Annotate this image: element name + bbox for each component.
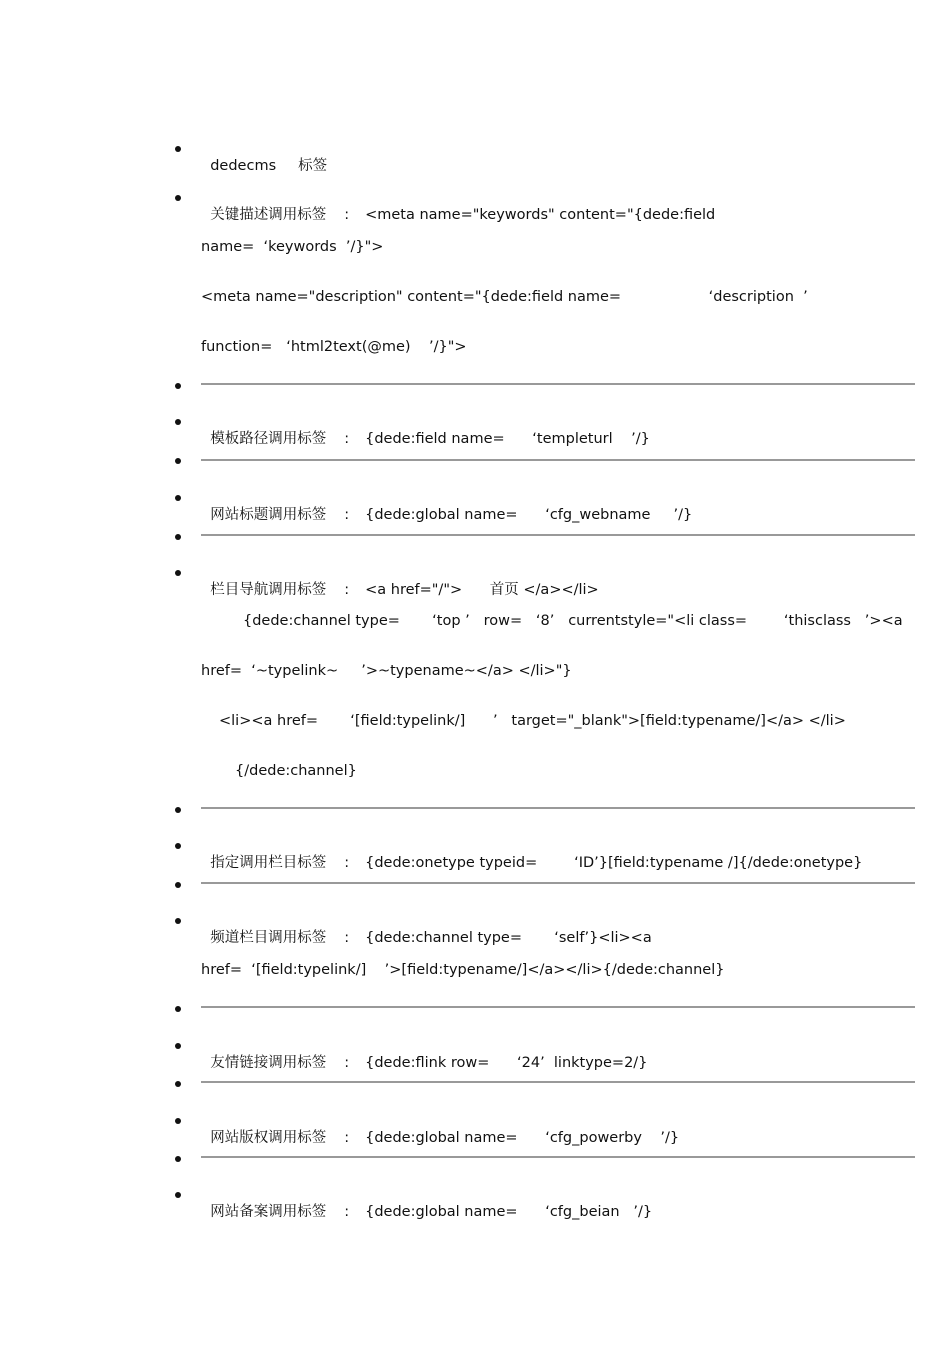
code-line: {dede:global name= ‘cfg_beian ’/} [365, 1204, 653, 1220]
list-item-nav [201, 563, 599, 599]
bullet [175, 1156, 181, 1162]
divider [201, 1006, 915, 1008]
bullet [175, 882, 181, 888]
code-line: href= ‘[field:typelink/] ’>[field:typename/]</a></li>{/dede:channel} [201, 962, 725, 978]
bullet [175, 918, 181, 924]
item-separator: : [344, 1055, 350, 1071]
code-line: {dede:field name= ‘templeturl ’/} [365, 431, 650, 447]
bullet [175, 383, 181, 389]
code-line: {dede:flink row= ‘24’ linktype=2/} [365, 1055, 648, 1071]
item-label: 网站标题调用标签 [210, 507, 327, 523]
divider [201, 383, 915, 385]
bullet [175, 1043, 181, 1049]
item-separator: : [344, 930, 350, 946]
code-line: <meta name="keywords" content="{dede:field [365, 207, 716, 223]
item-separator: : [344, 1130, 350, 1146]
list-item-template-path [201, 412, 650, 448]
item-separator: : [344, 855, 350, 871]
item-label: 栏目导航调用标签 [210, 582, 327, 598]
list-item-copyright [201, 1111, 679, 1147]
bullet [175, 807, 181, 813]
divider [201, 807, 915, 809]
bullet [175, 1006, 181, 1012]
item-suffix: 标签 [298, 158, 328, 174]
item-separator: : [344, 582, 350, 598]
code-line: {dede:channel type= ‘top ’ row= ‘8’ currentstyle="<li class= ‘thisclass ’><a [243, 613, 903, 629]
divider [201, 459, 915, 461]
bullet [175, 419, 181, 425]
divider [201, 534, 915, 536]
list-item-beian [201, 1185, 652, 1221]
item-label: 指定调用栏目标签 [210, 855, 327, 871]
item-separator: : [344, 1204, 350, 1220]
code-line: function= ‘html2text(@me) ’/}"> [201, 339, 467, 355]
item-label: 友情链接调用标签 [210, 1055, 327, 1071]
item-label: 关键描述调用标签 [210, 207, 327, 223]
code-line: href= ‘~typelink~ ’>~typename~</a> </li>"} [201, 663, 572, 679]
bullet [175, 1118, 181, 1124]
divider [201, 882, 915, 884]
item-label: 频道栏目调用标签 [210, 930, 327, 946]
divider [201, 1156, 915, 1158]
item-separator: : [344, 431, 350, 447]
list-item-onetype [201, 836, 862, 872]
code-line: {dede:global name= ‘cfg_powerby ’/} [365, 1130, 680, 1146]
code-line: <a href="/"> 首页 </a></li> [365, 582, 599, 598]
bullet [175, 458, 181, 464]
bullet [175, 1192, 181, 1198]
bullet [175, 146, 181, 152]
item-label: 模板路径调用标签 [210, 431, 327, 447]
code-line: {dede:onetype typeid= ‘ID’}[field:typename /]{/dede:onetype} [365, 855, 863, 871]
bullet [175, 570, 181, 576]
item-label: 网站版权调用标签 [210, 1130, 327, 1146]
item-label: dedecms [210, 158, 277, 174]
item-separator: : [344, 207, 350, 223]
code-line: <li><a href= ‘[field:typelink/] ’ target="_blank">[field:typename/]</a> </li> [219, 713, 846, 729]
code-line: <meta name="description" content="{dede:field name= ‘description ’ [201, 289, 808, 305]
list-item-site-title [201, 488, 692, 524]
item-separator: : [344, 507, 350, 523]
item-label: 网站备案调用标签 [210, 1204, 327, 1220]
bullet [175, 495, 181, 501]
code-line: {dede:channel type= ‘self’}<li><a [365, 930, 652, 946]
list-item-channel [201, 911, 652, 947]
bullet [175, 1081, 181, 1087]
code-line: name= ‘keywords ’/}"> [201, 239, 384, 255]
list-item-keywords [201, 188, 715, 224]
bullet [175, 843, 181, 849]
code-line: {dede:global name= ‘cfg_webname ’/} [365, 507, 693, 523]
list-item-flink [201, 1036, 647, 1072]
code-line: {/dede:channel} [235, 763, 357, 779]
list-item-dedecms [201, 139, 327, 175]
bullet [175, 195, 181, 201]
bullet [175, 534, 181, 540]
divider [201, 1081, 915, 1083]
